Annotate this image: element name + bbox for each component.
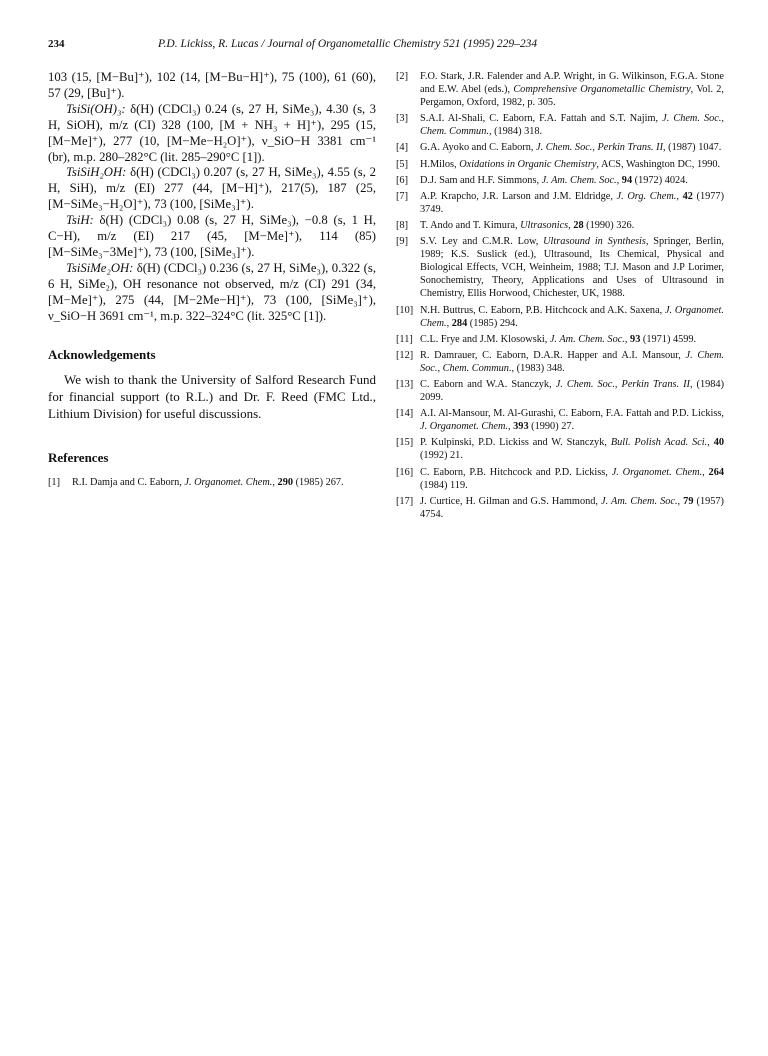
reference-authors: F.O. Stark, J.R. Falender and A.P. Wright, in G. Wilkinson, F.G.A. Stone and E.W. Abel (eds.), [420,71,724,96]
reference-source: J. Am. Chem. Soc. [601,495,678,507]
reference-source: Oxidations in Organic Chemistry [459,158,597,170]
reference-year-pages: (1971) 4599. [640,333,697,345]
reference-number: [14] [396,408,414,420]
reference-year-pages: (1992) 21. [420,450,463,462]
reference-detail: , [568,219,574,231]
reference-volume: 393 [513,421,529,433]
compound-name: TsiH: [66,213,94,228]
spectral-data-paragraph [48,213,376,261]
paragraph-text: 103 (15, [M−Bu]⁺), 102 (14, [M−Bu−H]⁺), 75 (100), 61 (60), 57 (29, [Bu]⁺). [48,70,376,100]
reference-detail: , [702,466,709,478]
compound-name: TsiSi(OH)₃: [66,101,126,116]
reference-detail: , (1983) 348. [511,362,565,374]
reference-source: J. Am. Chem. Soc. [541,174,617,186]
paragraph-text: δ(H) (CDCl₃) 0.24 (s, 27 H, SiMe₃), 4.30 (s, 3 H, SiOH), m/z (CI) 328 (100, [M + NH₃ + H]⁺), 295 (15, [M−Me]⁺), 277 (10, [M−Me−H₂O]⁺), ν_SiO−H 3381 cm⁻¹ (br), m.p. 280–282°C (lit. 285–290°C [1]). [48,101,376,164]
reference-item [396,407,724,433]
reference-year-pages: (1990) 326. [583,219,635,231]
reference-detail: , (1984) 2099. [420,378,724,404]
reference-volume: 79 [683,495,694,507]
reference-detail: , [446,317,452,329]
reference-number: [6] [396,174,409,186]
experimental-data [48,70,376,325]
reference-year-pages: (1957) 4754. [420,495,724,520]
reference-detail: , (1984) 318. [488,126,543,138]
reference-number: [16] [396,466,414,478]
reference-source: J. Organomet. Chem. [420,304,724,329]
compound-name: TsiSiMe₂OH: [66,260,134,275]
reference-volume: 28 [573,219,584,231]
reference-number: [4] [396,142,409,154]
reference-item [396,219,724,232]
reference-authors: N.H. Buttrus, C. Eaborn, P.B. Hitchcock and A.K. Saxena, [420,304,665,316]
reference-authors: A.I. Al-Mansour, M. Al-Gurashi, C. Eaborn, F.A. Fattah and P.D. Lickiss, [420,408,724,420]
reference-detail: , (1987) 1047. [663,142,722,154]
reference-number: [12] [396,349,414,361]
compound-name: TsiSiH₂OH: [66,165,127,180]
reference-number: [1] [48,476,61,488]
reference-item [396,495,724,521]
reference-volume: 284 [451,317,468,329]
running-head: P.D. Lickiss, R. Lucas / Journal of Organometallic Chemistry 521 (1995) 229–234 [158,38,538,50]
reference-number: [8] [396,219,409,231]
reference-item [396,378,724,404]
reference-authors: S.A.I. Al-Shali, C. Eaborn, F.A. Fattah and S.T. Najim, [420,113,663,125]
reference-number: [9] [396,236,409,248]
right-column [396,70,724,524]
spectral-data-paragraph [48,261,376,325]
reference-source: Ultrasonics [520,219,569,231]
reference-source: J. Chem. Soc., Perkin Trans. II [555,378,690,390]
reference-item [396,70,724,109]
reference-item [48,476,376,489]
reference-item [396,349,724,375]
reference-year-pages: (1985) 294. [467,317,518,329]
reference-year-pages: (1972) 4024. [632,174,688,186]
reference-source: J. Chem. Soc., Chem. Commun. [420,349,724,374]
reference-item [396,304,724,330]
reference-source: J. Organomet. Chem. [184,476,273,488]
reference-authors: S.V. Ley and C.M.R. Low, [420,236,544,248]
reference-source: J. Chem. Soc., Chem. Commun. [420,113,724,138]
reference-source: J. Chem. Soc., Perkin Trans. II [536,142,664,154]
reference-number: [5] [396,158,409,170]
paragraph-text: δ(H) (CDCl₃) 0.236 (s, 27 H, SiMe₃), 0.322 (s, 6 H, SiMe₂), OH resonance not observed, m/z (CI) 291 (34, [M−Me]⁺), 275 (44, [M−2Me−H]⁺), 73 (100, [SiMe₃]⁺), ν_SiO−H 3691 cm⁻¹, m.p. 322–324°C (lit. 325°C [1]). [48,260,376,323]
page-header [48,38,724,60]
reference-number: [10] [396,304,414,316]
reference-year-pages: (1990) 27. [528,421,575,433]
reference-year-pages: (1977) 3749. [420,190,725,215]
reference-authors: T. Ando and T. Kimura, [420,219,521,231]
reference-detail: , Vol. 2, Pergamon, Oxford, 1982, p. 305. [420,84,724,109]
reference-list-left [48,476,376,489]
reference-item [396,333,724,346]
reference-item [396,235,724,300]
reference-volume: 42 [682,190,693,202]
reference-number: [3] [396,113,409,125]
reference-authors: G.A. Ayoko and C. Eaborn, [420,142,537,154]
reference-item [396,190,724,216]
reference-number: [13] [396,378,414,390]
reference-authors: P. Kulpinski, P.D. Lickiss and W. Stanczyk, [420,437,611,449]
reference-volume: 40 [713,437,724,449]
reference-detail: , [508,421,514,433]
reference-detail: , Springer, Berlin, 1989; K.S. Suslick (ed.), Ultrasound, Its Chemical, Physical and Biological Effects, VCH, Weinheim, 1988; T.J. Mason and J.P Lorimer, Sonochemistry, Theory, Applications and Uses of Ultrasound in Chemistry, Ellis Horwood, Chichester, UK, 1988. [420,236,724,300]
reference-authors: C.L. Frye and J.M. Klosowski, [420,333,550,345]
reference-source: Bull. Polish Acad. Sci. [610,437,708,449]
reference-item [396,466,724,492]
left-column [48,70,376,492]
reference-detail: , [707,437,714,449]
acknowledgements-text: We wish to thank the University of Salford Research Fund for financial support (to R.L.) and Dr. F. Reed (FMC Ltd., Lithium Division) for useful discussions. [48,371,376,421]
reference-source: J. Am. Chem. Soc. [549,333,625,345]
reference-authors: C. Eaborn and W.A. Stanczyk, [420,378,556,390]
spectral-data-paragraph [48,102,376,166]
reference-number: [7] [396,190,409,202]
reference-authors: J. Curtice, H. Gilman and G.S. Hammond, [420,495,602,507]
reference-source: Comprehensive Organometallic Chemistry [513,84,691,96]
reference-source: J. Org. Chem. [616,190,677,202]
reference-detail: , [616,174,622,186]
page-number: 234 [48,38,65,50]
reference-detail: , ACS, Washington DC, 1990. [596,158,721,170]
spectral-data-paragraph [48,70,376,102]
reference-authors: C. Eaborn, P.B. Hitchcock and P.D. Lickiss, [420,466,612,478]
reference-authors: R.I. Damja and C. Eaborn, [72,476,185,488]
spectral-data-paragraph [48,165,376,213]
reference-detail: , [677,495,684,507]
reference-item [396,174,724,187]
paragraph-text: δ(H) (CDCl₃) 0.207 (s, 27 H, SiMe₃), 4.55 (s, 2 H, SiH), m/z (EI) 277 (44, [M−H]⁺), 217(5), 187 (25, [M−SiMe₃−H₂O]⁺), 73 (100, [SiMe₃]⁺). [48,165,376,212]
reference-authors: A.P. Krapcho, J.R. Larson and J.M. Eldridge, [420,190,617,202]
reference-authors: D.J. Sam and H.F. Simmons, [420,174,542,186]
paragraph-text: δ(H) (CDCl₃) 0.08 (s, 27 H, SiMe₃), −0.8 (s, 1 H, C−H), m/z (EI) 217 (45, [M−Me]⁺), 114 (85) [M−SiMe₃−3Me]⁺), 73 (100, [SiMe₃]⁺). [48,213,376,259]
reference-authors: H.Milos, [420,158,460,170]
reference-source: J. Organomet. Chem. [420,421,508,433]
reference-detail: , [676,190,683,202]
reference-number: [2] [396,71,409,82]
reference-volume: 93 [630,333,641,345]
reference-authors: R. Damrauer, C. Eaborn, D.A.R. Happer and A.I. Mansour, [420,349,686,361]
reference-source: Ultrasound in Synthesis [543,236,646,248]
reference-number: [11] [396,333,413,345]
reference-list-right [396,70,724,521]
reference-item [396,436,724,462]
reference-year-pages: (1985) 267. [293,476,344,488]
reference-volume: 290 [277,476,293,488]
reference-volume: 94 [621,174,633,186]
acknowledgements-heading: Acknowledgements [48,346,156,362]
reference-item [396,141,724,154]
reference-source: J. Organomet. Chem. [611,466,703,478]
reference-item [396,158,724,171]
reference-volume: 264 [708,466,724,478]
references-heading: References [48,449,109,465]
reference-detail: , [624,333,631,345]
reference-year-pages: (1984) 119. [420,479,468,491]
reference-detail: , [272,476,278,488]
reference-item [396,112,724,138]
reference-number: [17] [396,495,414,507]
reference-number: [15] [396,437,414,449]
